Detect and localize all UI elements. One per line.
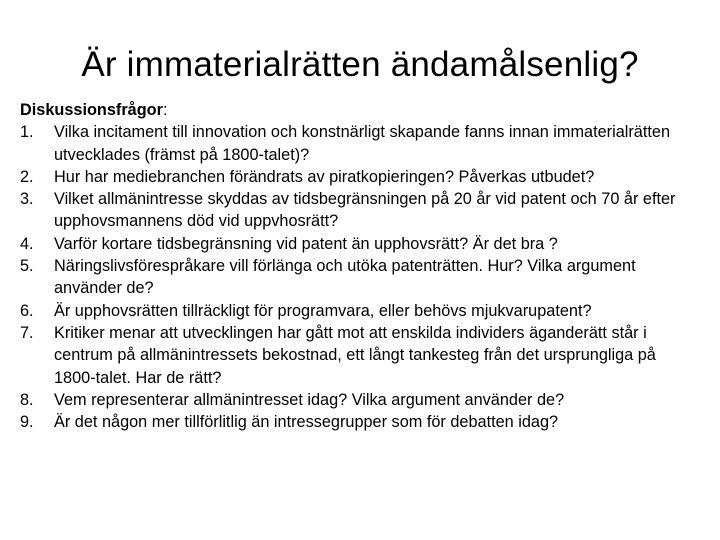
question-list bbox=[20, 121, 690, 433]
list-item bbox=[20, 389, 690, 411]
list-item-text: Är det någon mer tillförlitlig än intressegrupper som för debatten idag? bbox=[54, 413, 559, 432]
list-item-number: 2. bbox=[20, 167, 34, 186]
list-item-number: 4. bbox=[20, 234, 34, 253]
section-heading bbox=[20, 99, 690, 121]
list-item-text: Är upphovsrätten tillräckligt för programvara, eller behövs mjukvarupatent? bbox=[54, 301, 592, 320]
list-item bbox=[20, 411, 690, 433]
list-item-number: 9. bbox=[20, 413, 34, 432]
list-item bbox=[20, 166, 690, 188]
list-item-text: Vilka incitament till innovation och konstnärligt skapande fanns innan immaterialrätten utvecklades (främst på 1800-talet)? bbox=[54, 123, 671, 164]
list-item-text: Näringslivsförespråkare vill förlänga och utöka patenträtten. Hur? Vilka argument använder de? bbox=[54, 257, 636, 298]
list-item bbox=[20, 322, 690, 389]
list-item-number: 5. bbox=[20, 257, 34, 276]
list-item-text: Varför kortare tidsbegränsning vid patent än upphovsrätt? Är det bra ? bbox=[54, 234, 558, 253]
list-item-number: 6. bbox=[20, 301, 34, 320]
list-item-number: 3. bbox=[20, 190, 34, 209]
list-item bbox=[20, 255, 690, 300]
list-item-number: 8. bbox=[20, 390, 34, 409]
list-item bbox=[20, 188, 690, 233]
section-heading-suffix: : bbox=[162, 101, 168, 119]
slide-content bbox=[20, 99, 690, 433]
section-heading-bold: Diskussionsfrågor bbox=[20, 101, 163, 119]
list-item-number: 7. bbox=[20, 323, 34, 342]
list-item-text: Hur har mediebranchen förändrats av piratkopieringen? Påverkas utbudet? bbox=[54, 167, 595, 186]
list-item bbox=[20, 300, 690, 322]
list-item bbox=[20, 121, 690, 166]
list-item-number: 1. bbox=[20, 123, 34, 142]
list-item-text: Kritiker menar att utvecklingen har gått mot att enskilda individers äganderätt står i centrum på allmänintressets bekostnad, ett långt tankesteg från det ursprungliga på 1800-talet. Har de rätt? bbox=[54, 323, 656, 387]
list-item bbox=[20, 233, 690, 255]
list-item-text: Vem representerar allmänintresset idag? Vilka argument använder de? bbox=[54, 390, 565, 409]
list-item-text: Vilket allmänintresse skyddas av tidsbegränsningen på 20 år vid patent och 70 år efter upphovsmannens död vid uppvhosrätt? bbox=[54, 190, 676, 231]
slide-title: Är immaterialrätten ändamålsenlig? bbox=[81, 45, 639, 84]
